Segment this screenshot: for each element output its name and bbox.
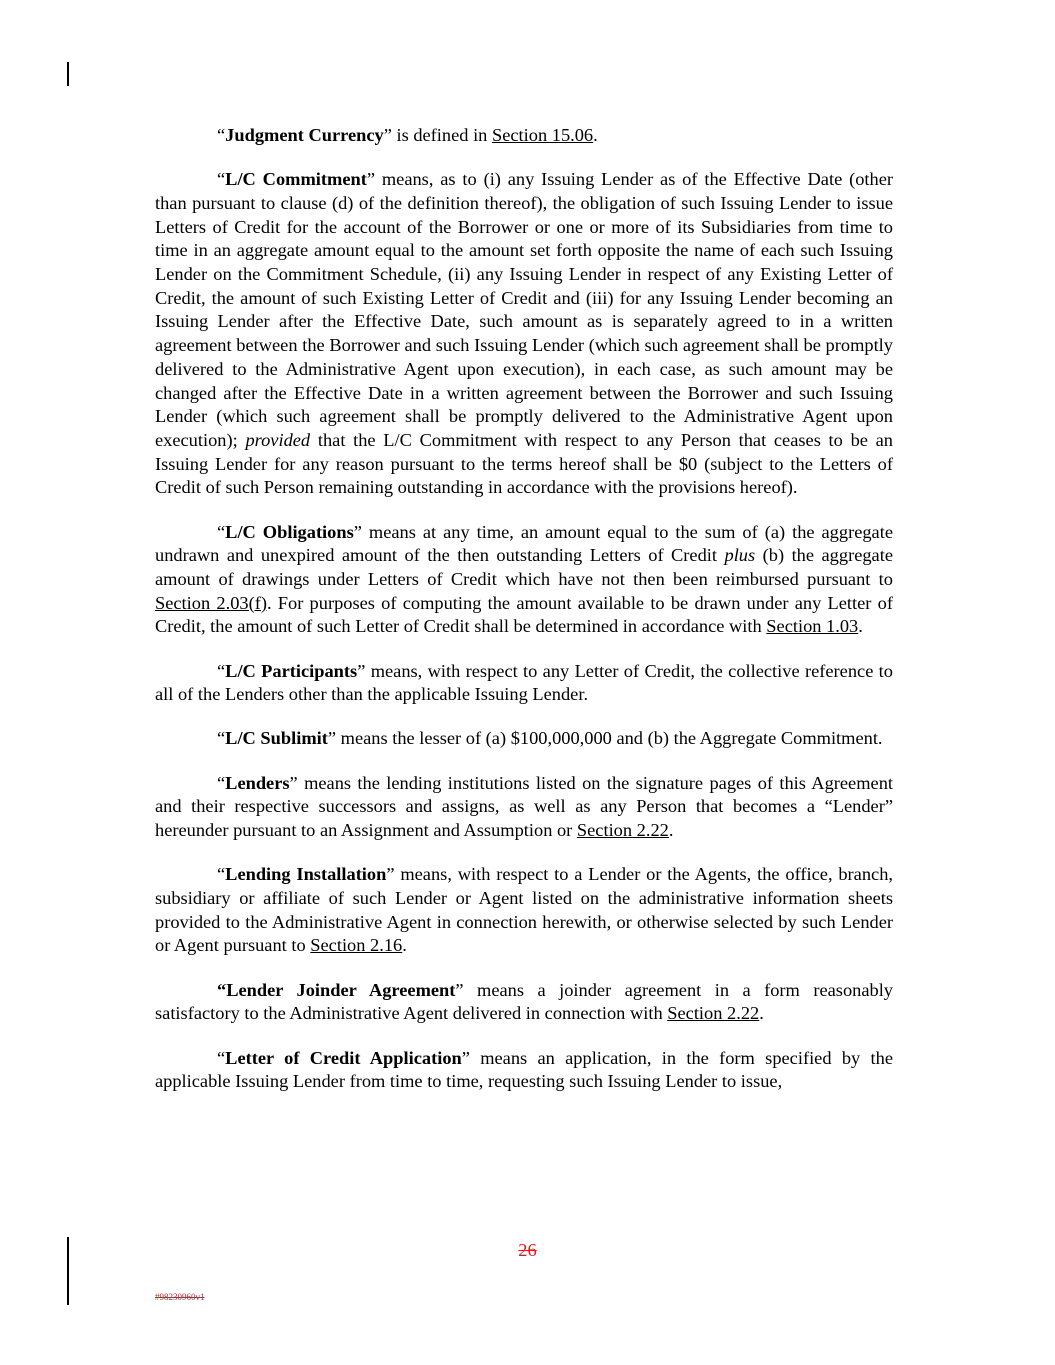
body-text: . [402, 935, 407, 956]
body-text: . [668, 820, 674, 841]
defined-term: L/C Commitment [225, 169, 367, 190]
body-text: ” means at any time, an amount equal to the sum of (a) the aggregate undrawn and unexpired amount of the then outstanding Letters of Credit [155, 521, 893, 566]
body-text: (b) the aggregate amount of drawings under Letters of Credit which have not then been reimbursed pursuant to [155, 545, 893, 589]
body-text: ” means the lending institutions listed on the signature pages of this Agreement and their respective successors and assigns, as well as any Person that becomes a “Lender” hereunder pursuant to an Assignment and Assumption or [155, 772, 893, 841]
definition-lc-sublimit [155, 727, 893, 751]
body-text: “ [217, 728, 226, 749]
definition-judgment-currency [155, 124, 893, 148]
body-text: ” is defined in [383, 125, 492, 145]
definition-letter-of-credit-application [155, 1047, 893, 1094]
body-text: . [593, 125, 598, 145]
definition-lender-joinder-agreement [155, 979, 893, 1026]
defined-term: L/C Obligations [225, 521, 354, 542]
emphasis-text: plus [724, 545, 756, 566]
defined-term: Judgment Currency [225, 125, 384, 145]
section-reference: Section 15.06 [491, 125, 594, 145]
section-reference: Section 2.22 [667, 1003, 760, 1024]
body-text: “ [217, 660, 226, 681]
body-text: ” means, with respect to any Letter of Credit, the collective reference to all of the Lenders other than the applicable Issuing Lender. [155, 660, 893, 705]
definition-lc-commitment [155, 168, 893, 500]
body-text: that the L/C Commitment with respect to any Person that ceases to be an Issuing Lender for any reason pursuant to the terms hereof shall be $0 (subject to the Letters of Credit of such Person remaining outstanding in accordance with the provisions hereof). [155, 429, 893, 498]
definition-lc-obligations [155, 521, 893, 640]
section-reference: Section 2.03(f) [155, 592, 267, 613]
body-text: ” means a joinder agreement in a form reasonably satisfactory to the Administrative Agent delivered in connection with [155, 979, 893, 1024]
document-body [155, 124, 893, 1114]
body-text: “ [217, 521, 226, 542]
section-reference: Section 1.03 [766, 616, 859, 637]
emphasis-text: provided [245, 429, 311, 450]
body-text: “ [217, 864, 226, 885]
body-text: “ [217, 772, 226, 793]
body-text: “ [217, 169, 226, 190]
section-reference: Section 2.16 [310, 935, 403, 956]
definition-lending-installation [155, 863, 893, 958]
body-text: ” means an application, in the form specified by the applicable Issuing Lender from time to time, requesting such Issuing Lender to issue, [155, 1047, 893, 1092]
defined-term: L/C Participants [225, 660, 358, 681]
body-text: . For purposes of computing the amount available to be drawn under any Letter of Credit, the amount of such Letter of Credit shall be determined in accordance with [155, 592, 893, 637]
section-reference: Section 2.22 [576, 820, 669, 841]
defined-term: Letter of Credit Application [225, 1047, 462, 1068]
body-text: . [858, 616, 863, 637]
body-text: ” means, with respect to a Lender or the Agents, the office, branch, subsidiary or affiliate of such Lender or Agent listed on the administrative information sheets provided to the Administrative Agent in connection herewith, or otherwise selected by such Lender or Agent pursuant to [155, 864, 893, 956]
body-text: “ [217, 1047, 226, 1068]
body-text: ” means, as to (i) any Issuing Lender as of the Effective Date (other than pursuant to clause (d) of the definition thereof), the obligation of such Issuing Lender to issue Letters of Credit for the account of the Borrower or one or more of its Subsidiaries from time to time in an aggregate amount equal to the amount set forth opposite the name of each such Issuing Lender on the Commitment Schedule, (ii) any Issuing Lender in respect of any Existing Letter of Credit, the amount of such Existing Letter of Credit and (iii) for any Issuing Lender becoming an Issuing Lender after the Effective Date, such amount as is separately agreed to in a written agreement between the Borrower and such Issuing Lender (which such agreement shall be promptly delivered to the Administrative Agent upon execution), in each case, as such amount may be changed after the Effective Date in a written agreement between the Borrower and such Issuing Lender (which such agreement shall be promptly delivered to the Administrative Agent upon execution); [155, 169, 893, 450]
definition-lenders [155, 772, 893, 843]
document-id: #98230960v1 [155, 1292, 205, 1302]
body-text: . [759, 1003, 764, 1024]
page-number: 26 [518, 1240, 537, 1260]
defined-term: L/C Sublimit [225, 728, 328, 749]
body-text: ” means the lesser of (a) $100,000,000 and (b) the Aggregate Commitment. [327, 728, 883, 749]
defined-term: “Lender Joinder Agreement [217, 979, 456, 1000]
defined-term: Lenders [225, 772, 290, 793]
defined-term: Lending Installation [225, 864, 387, 885]
change-bar-top [67, 62, 69, 86]
body-text: “ [217, 125, 226, 145]
definition-lc-participants [155, 660, 893, 707]
